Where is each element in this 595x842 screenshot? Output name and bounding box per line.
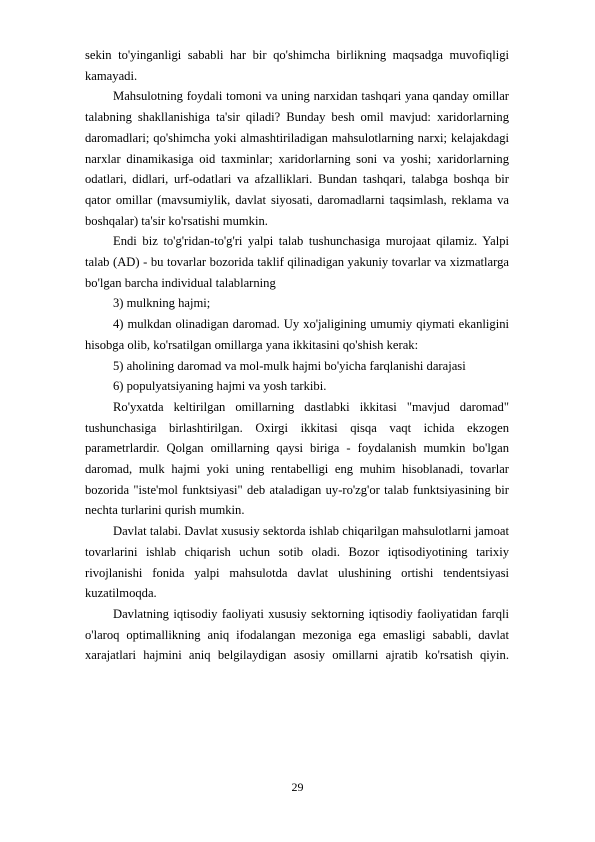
paragraph-government-demand: Davlat talabi. Davlat xususiy sektorda ishlab chiqarilgan mahsulotlarni jamoat tovarlarini ishlab chiqarish uchun sotib oladi. Bozor iqtisodiyotining tarixiy rivojlanishi fonida yalpi mahsulotda davlat ulushining ortishi tendentsiyasi kuzatilmoqda. — [85, 524, 509, 601]
list-item-4: 4) mulkdan olinadigan daromad. Uy xo'jaligining umumiy qiymati ekanligini hisobga olib, ko'rsatilgan omillarga yana ikkitasini qo'shish kerak: — [85, 317, 509, 352]
list-item-5: 5) aholining daromad va mol-mulk hajmi bo'yicha farqlanishi darajasi — [113, 358, 466, 373]
paragraph-aggregate-demand: Endi biz to'g'ridan-to'g'ri yalpi talab tushunchasiga murojaat qilamiz. Yalpi talab (AD) - bu tovarlar bozorida taklif qilinadigan yakuniy tovarlar va xizmatlarga bo'lgan barcha individual talablarning — [85, 234, 509, 290]
paragraph-continuation: sekin to'yinganligi sababli har bir qo'shimcha birlikning maqsadga muvofiqligi kamayadi. — [85, 48, 509, 83]
paragraph-consumption-function: Ro'yxatda keltirilgan omillarning dastlabki ikkitasi "mavjud daromad" tushunchasiga birlashtirilgan. Oxirgi ikkitasi qisqa vaqt ichida ekzogen parametrlardir. Qolgan omillarning qaysi biriga - foydalanish mumkin bo'lgan daromad, mulk hajmi yoki uning rentabelligi eng muhim hisoblanadi, tovarlar bozorida "iste'mol funktsiyasi" deb ataladigan uy-ro'zg'or talab funktsiyasining bir nechta turlarini qurish mumkin. — [85, 399, 509, 518]
document-body — [85, 45, 509, 666]
paragraph-government-spending: Davlatning iqtisodiy faoliyati xususiy sektorning iqtisodiy faoliyatidan farqli o'laroq optimallikning aniq ifodalangan mezoniga ega emasligi sababli, davlat xarajatlari hajmini aniq belgilaydigan asosiy omillarni ajratib ko'rsatish qiyin. — [85, 606, 509, 663]
paragraph-demand-factors: Mahsulotning foydali tomoni va uning narxidan tashqari yana qanday omillar talabning shakllanishiga ta'sir qiladi? Bunday besh omil mavjud: xaridorlarning daromadlari; qo'shimcha yoki almashtiriladigan mahsulotlarning narxi; kelajakdagi narxlar dinamikasiga oid taxminlar; xaridorlarning soni va yoshi; xaridorlarning odatlari, didlari, urf-odatlari va afzalliklari. Bundan tashqari, talabga boshqa bir qator omillar (mavsumiylik, davlat siyosati, daromadlarni taqsimlash, reklama va boshqalar) ta'sir ko'rsatishi mumkin. — [85, 89, 509, 228]
list-item-6: 6) populyatsiyaning hajmi va yosh tarkibi. — [113, 379, 327, 394]
page-number: 29 — [291, 780, 304, 794]
list-item-3: 3) mulkning hajmi; — [113, 296, 211, 311]
